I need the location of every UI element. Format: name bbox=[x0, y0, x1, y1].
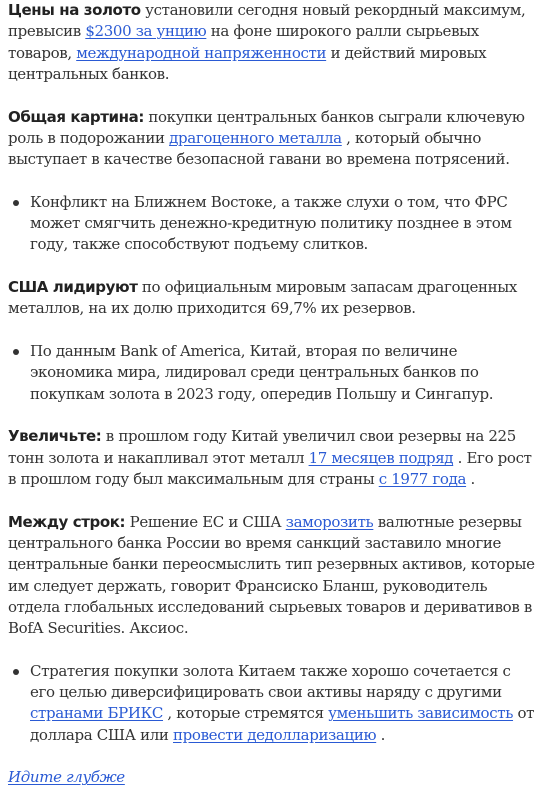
paragraph-text: . Его рост в прошлом году был максимальным для страны bbox=[8, 448, 532, 488]
paragraph-usa-leads bbox=[8, 277, 539, 320]
go-deeper bbox=[8, 767, 539, 788]
paragraph-text: покупки центральных банков сыграли ключевую роль в подорожании bbox=[8, 107, 525, 147]
list-item-text: Стратегия покупки золота Китаем также хорошо сочетается с его целью диверсифицировать свои активы наряду с другими bbox=[30, 661, 511, 702]
paragraph-text: . bbox=[466, 470, 475, 488]
paragraph-gold-prices bbox=[8, 0, 539, 85]
list-item-middle-east bbox=[8, 192, 539, 256]
lead-gold-prices: Цены на золото bbox=[8, 1, 141, 19]
link-dedollarization[interactable]: провести дедолларизацию bbox=[173, 725, 377, 744]
list-item-text: По данным Bank of America, Китай, вторая по величине экономика мира, лидировал среди центральных банков по покупкам золота в 2023 году, опередив Польшу и Сингапур. bbox=[30, 342, 494, 403]
paragraph-text: установили сегодня новый рекордный максимум, превысив bbox=[8, 1, 526, 41]
list-item-text: Конфликт на Ближнем Востоке, а также слухи о том, что ФРС может смягчить денежно-кредитную политику позднее в этом году, также способствуют подъему слитков. bbox=[30, 192, 512, 254]
bullet-list-3 bbox=[8, 661, 539, 746]
paragraph-text: , который обычно выступает в качестве безопасной гавани во времена потрясений. bbox=[8, 128, 510, 169]
paragraph-zoom-in bbox=[8, 426, 539, 490]
link-17-months[interactable]: 17 месяцев подряд bbox=[308, 448, 454, 467]
paragraph-big-picture bbox=[8, 107, 539, 171]
list-item-bank-of-america bbox=[8, 341, 539, 405]
paragraph-text: на фоне широкого ралли сырьевых товаров, bbox=[8, 22, 479, 62]
link-precious-metal[interactable]: драгоценного металла bbox=[169, 128, 342, 147]
lead-zoom-in: Увеличьте: bbox=[8, 427, 102, 446]
paragraph-text: валютные резервы центрального банка России во время санкций заставило многие центральные банки переосмыслить тип резервных активов, которые им следует держать, говорит Франсиско Бланш, руководитель отдела глобальных исследований сырьевых товаров и деривативов в BofA Securities. Аксиос. bbox=[8, 512, 535, 638]
bullet-icon bbox=[13, 200, 19, 206]
paragraph-text: в прошлом году Китай увеличил свои резервы на 225 тонн золота и накапливал этот металл bbox=[8, 427, 516, 467]
list-item-text: . bbox=[376, 725, 386, 744]
paragraph-between-lines bbox=[8, 512, 539, 640]
link-since-1977[interactable]: с 1977 года bbox=[378, 470, 467, 488]
list-item-china-strategy bbox=[8, 661, 539, 746]
link-reduce-dependence[interactable]: уменьшить зависимость bbox=[328, 704, 514, 723]
link-international-tensions[interactable]: международной напряженности bbox=[76, 43, 327, 62]
lead-between-lines: Между строк: bbox=[8, 512, 126, 531]
bullet-list-2 bbox=[8, 341, 539, 405]
link-brics-countries[interactable]: странами БРИКС bbox=[30, 704, 164, 723]
bullet-icon bbox=[13, 669, 19, 675]
paragraph-text: Решение ЕС и США bbox=[125, 512, 286, 531]
list-item-text: , которые стремятся bbox=[163, 704, 329, 723]
paragraph-text: по официальным мировым запасам драгоценных металлов, на их долю приходится 69,7% их резервов. bbox=[8, 278, 517, 318]
paragraph-text: и действий мировых центральных банков. bbox=[8, 43, 487, 83]
go-deeper-link[interactable]: Идите глубже bbox=[8, 768, 125, 787]
bullet-icon bbox=[13, 349, 19, 355]
link-2300-per-ounce[interactable]: $2300 за унцию bbox=[85, 22, 207, 41]
link-freeze[interactable]: заморозить bbox=[285, 512, 374, 531]
lead-usa-leads: США лидируют bbox=[8, 278, 138, 297]
list-item-text: от доллара США или bbox=[30, 704, 535, 744]
bullet-list-1 bbox=[8, 192, 539, 256]
lead-big-picture: Общая картина: bbox=[8, 107, 144, 126]
